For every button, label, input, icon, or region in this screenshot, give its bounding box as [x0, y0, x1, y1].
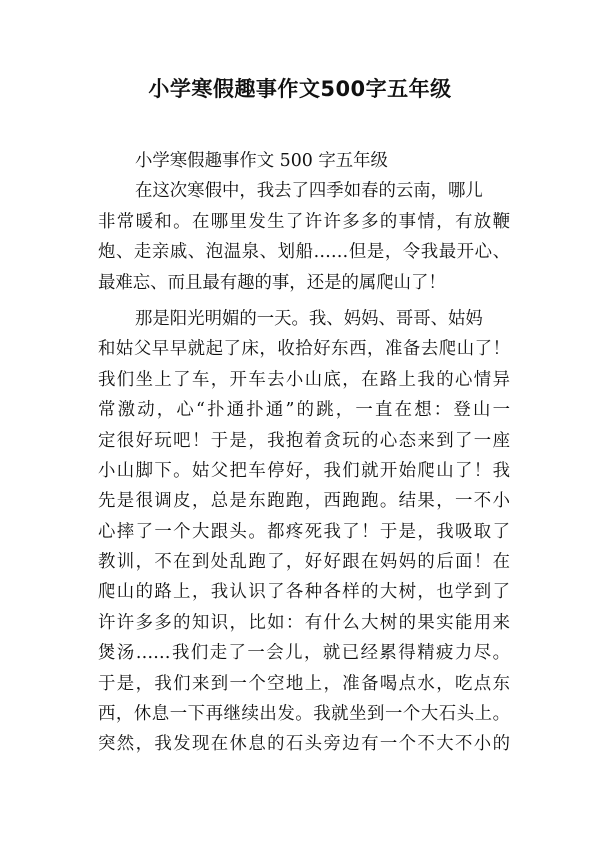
paragraph-1-line-3: 炮、走亲戚、泡温泉、划船……但是，令我最开心、: [98, 242, 510, 263]
paragraph-2-line-2: 和姑父早早就起了床，收拾好东西，准备去爬山了！: [98, 339, 510, 360]
paragraph-1-line-1: 在这次寒假中，我去了四季如春的云南，哪儿: [135, 181, 483, 202]
paragraph-2-line-14: 西，休息一下再继续出发。我就坐到一个大石头上。: [98, 704, 510, 725]
paragraph-2-line-11: 许许多多的知识，比如：有什么大树的果实能用来: [98, 612, 510, 633]
paragraph-2-line-4: 常激动，心“扑通扑通”的跳，一直在想：登山一: [98, 400, 510, 421]
paragraph-2-line-12: 煲汤……我们走了一会儿，就已经累得精疲力尽。: [98, 643, 510, 664]
paragraph-2-line-13: 于是，我们来到一个空地上，准备喝点水，吃点东: [98, 673, 510, 694]
document-subtitle: 小学寒假趣事作文 500 字五年级: [135, 151, 388, 171]
paragraph-2-line-3: 我们坐上了车，开车去小山底，在路上我的心情异: [98, 369, 510, 390]
paragraph-2-line-6: 小山脚下。姑父把车停好，我们就开始爬山了！我: [98, 460, 510, 481]
document-title: 小学寒假趣事作文500字五年级: [148, 77, 452, 101]
paragraph-2-line-10: 爬山的路上，我认识了各种各样的大树，也学到了: [98, 582, 510, 603]
paragraph-2-line-5: 定很好玩吧！于是，我抱着贪玩的心态来到了一座: [98, 430, 510, 451]
paragraph-2-line-7: 先是很调皮，总是东跑跑，西跑跑。结果，一不小: [98, 491, 510, 512]
paragraph-2-line-9: 教训，不在到处乱跑了，好好跟在妈妈的后面！在: [98, 552, 510, 573]
document-body: [98, 146, 510, 760]
paragraph-1-line-2: 非常暖和。在哪里发生了许许多多的事情，有放鞭: [98, 211, 510, 232]
paragraph-2-line-15: 突然，我发现在休息的石头旁边有一个不大不小的: [98, 734, 510, 755]
paragraph-2-line-8: 心摔了一个大跟头。都疼死我了！于是，我吸取了: [98, 521, 510, 542]
paragraph-2-line-1: 那是阳光明媚的一天。我、妈妈、哥哥、姑妈: [135, 308, 483, 329]
paragraph-1-line-4: 最难忘、而且最有趣的事，还是的属爬山了！: [98, 272, 446, 293]
